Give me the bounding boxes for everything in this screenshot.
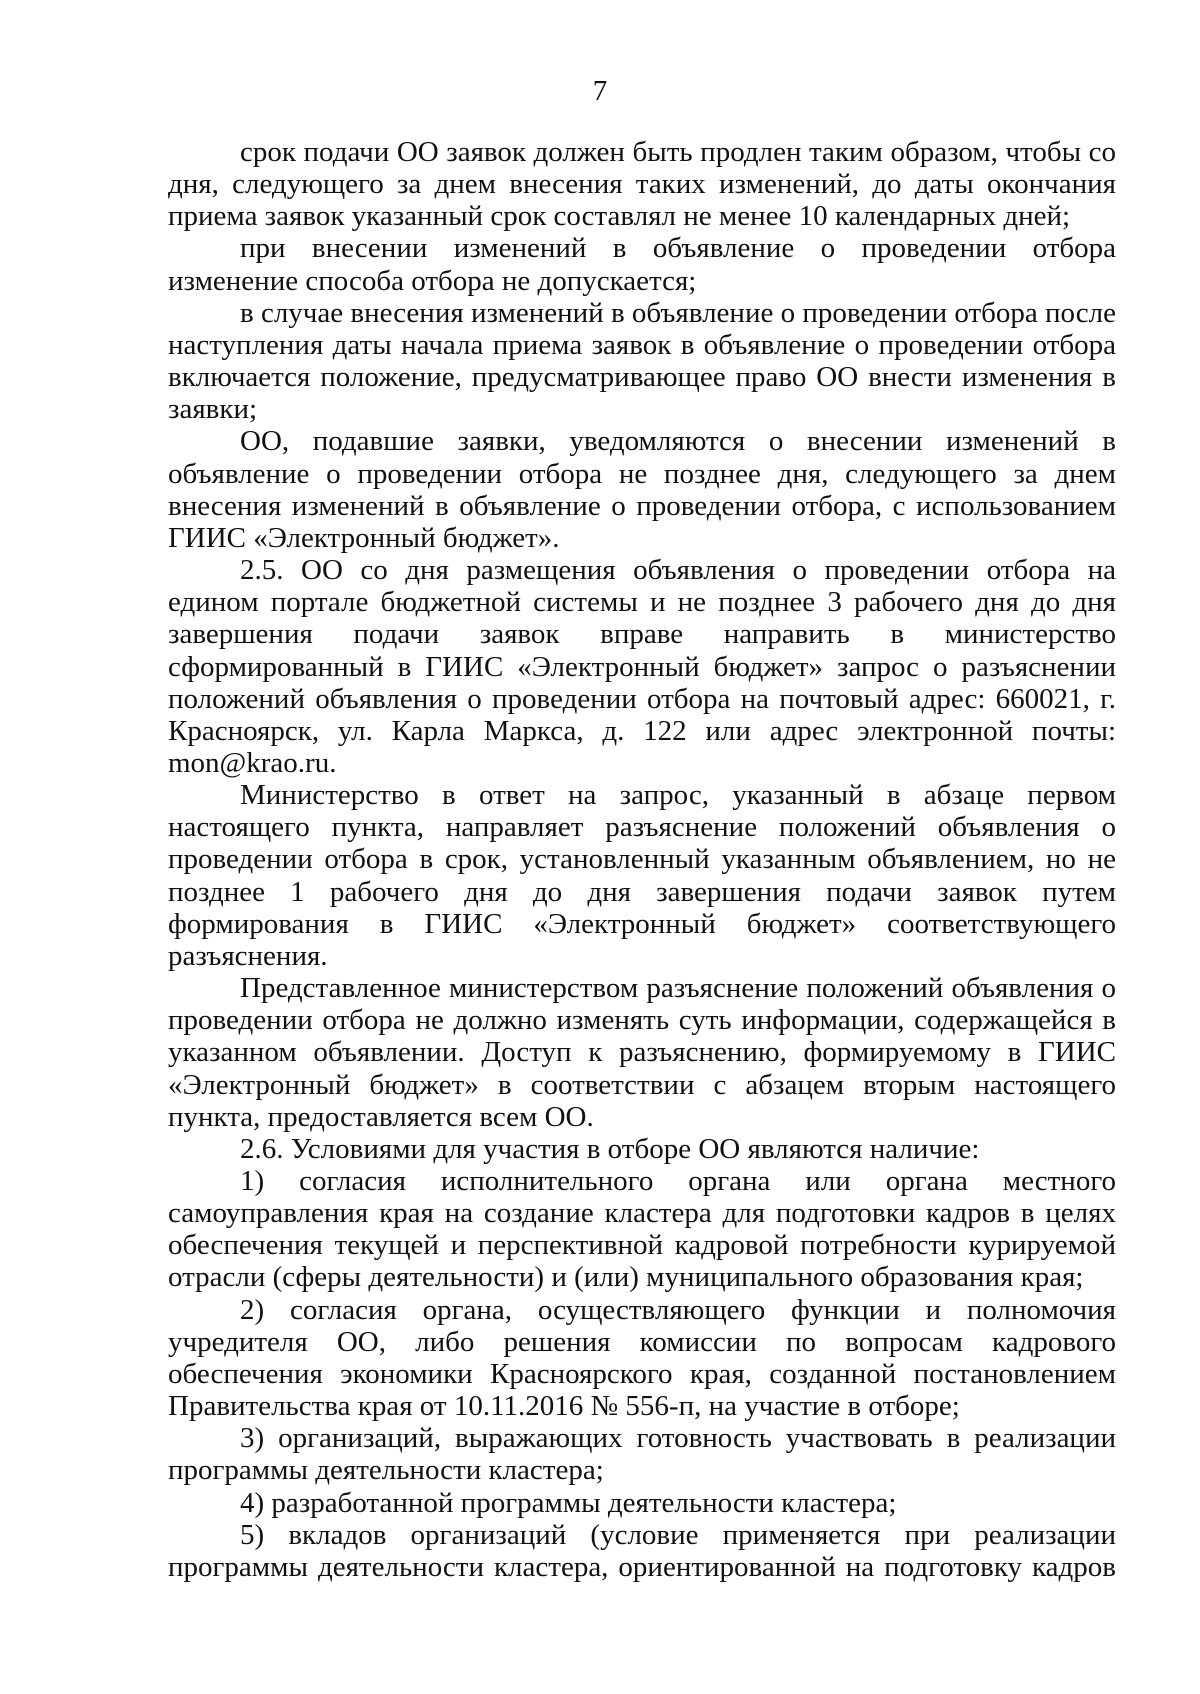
paragraph-2-5: 2.5. ОО со дня размещения объявления о проведении отбора на едином портале бюджетной системы и не позднее 3 рабочего дня до дня завершения подачи заявок вправе направить в министерство сформированный в ГИИС «Электронный бюджет» запрос о разъяснении положений объявления о проведении отбора на почтовый адрес: 660021, г. Красноярск, ул. Карла Маркса, д. 122 или адрес электронной почты: mon@krao.ru. [168, 554, 1116, 779]
list-item: 5) вкладов организаций (условие применяется при реализации программы деятельности кластера, ориентированной на подготовку кадров [168, 1518, 1116, 1583]
paragraph-2-6: 2.6. Условиями для участия в отборе ОО являются наличие: [240, 1132, 980, 1165]
paragraph: Министерство в ответ на запрос, указанный в абзаце первом настоящего пункта, направляет разъяснение положений объявления о проведении отбора в срок, установленный указанным объявлением, но не позднее 1 рабочего дня до дня завершения подачи заявок путем формирования в ГИИС «Электронный бюджет» соответствующего разъяснения. [168, 779, 1116, 972]
list-item: 2) согласия органа, осуществляющего функции и полномочия учредителя ОО, либо решения комиссии по вопросам кадрового обеспечения экономики Красноярского края, созданной постановлением Правительства края от 10.11.2016 № 556-п, на участие в отборе; [168, 1293, 1116, 1423]
page-number: 7 [592, 75, 608, 107]
list-item: 3) организаций, выражающих готовность участвовать в реализации программы деятельности кластера; [168, 1422, 1116, 1487]
paragraph: срок подачи ОО заявок должен быть продлен таким образом, чтобы со дня, следующего за днем внесения таких изменений, до даты окончания приема заявок указанный срок составлял не менее 10 календарных дней; [168, 136, 1116, 233]
document-body [168, 136, 1116, 1583]
paragraph: в случае внесения изменений в объявление о проведении отбора после наступления даты начала приема заявок в объявление о проведении отбора включается положение, предусматривающее право ОО внести изменения в заявки; [168, 296, 1116, 426]
paragraph: Представленное министерством разъяснение положений объявления о проведении отбора не должно изменять суть информации, содержащейся в указанном объявлении. Доступ к разъяснению, формируемому в ГИИС «Электронный бюджет» в соответствии с абзацем вторым настоящего пункта, предоставляется всем ОО. [168, 972, 1116, 1133]
paragraph: ОО, подавшие заявки, уведомляются о внесении изменений в объявление о проведении отбора не позднее дня, следующего за днем внесения изменений в объявление о проведении отбора, с использованием ГИИС «Электронный бюджет». [168, 425, 1116, 554]
paragraph: при внесении изменений в объявление о проведении отбора изменение способа отбора не допускается; [168, 232, 1116, 297]
list-item: 4) разработанной программы деятельности кластера; [240, 1486, 897, 1519]
list-item: 1) согласия исполнительного органа или органа местного самоуправления края на создание кластера для подготовки кадров в целях обеспечения текущей и перспективной кадровой потребности курируемой отрасли (сферы деятельности) и (или) муниципального образования края; [168, 1165, 1116, 1294]
